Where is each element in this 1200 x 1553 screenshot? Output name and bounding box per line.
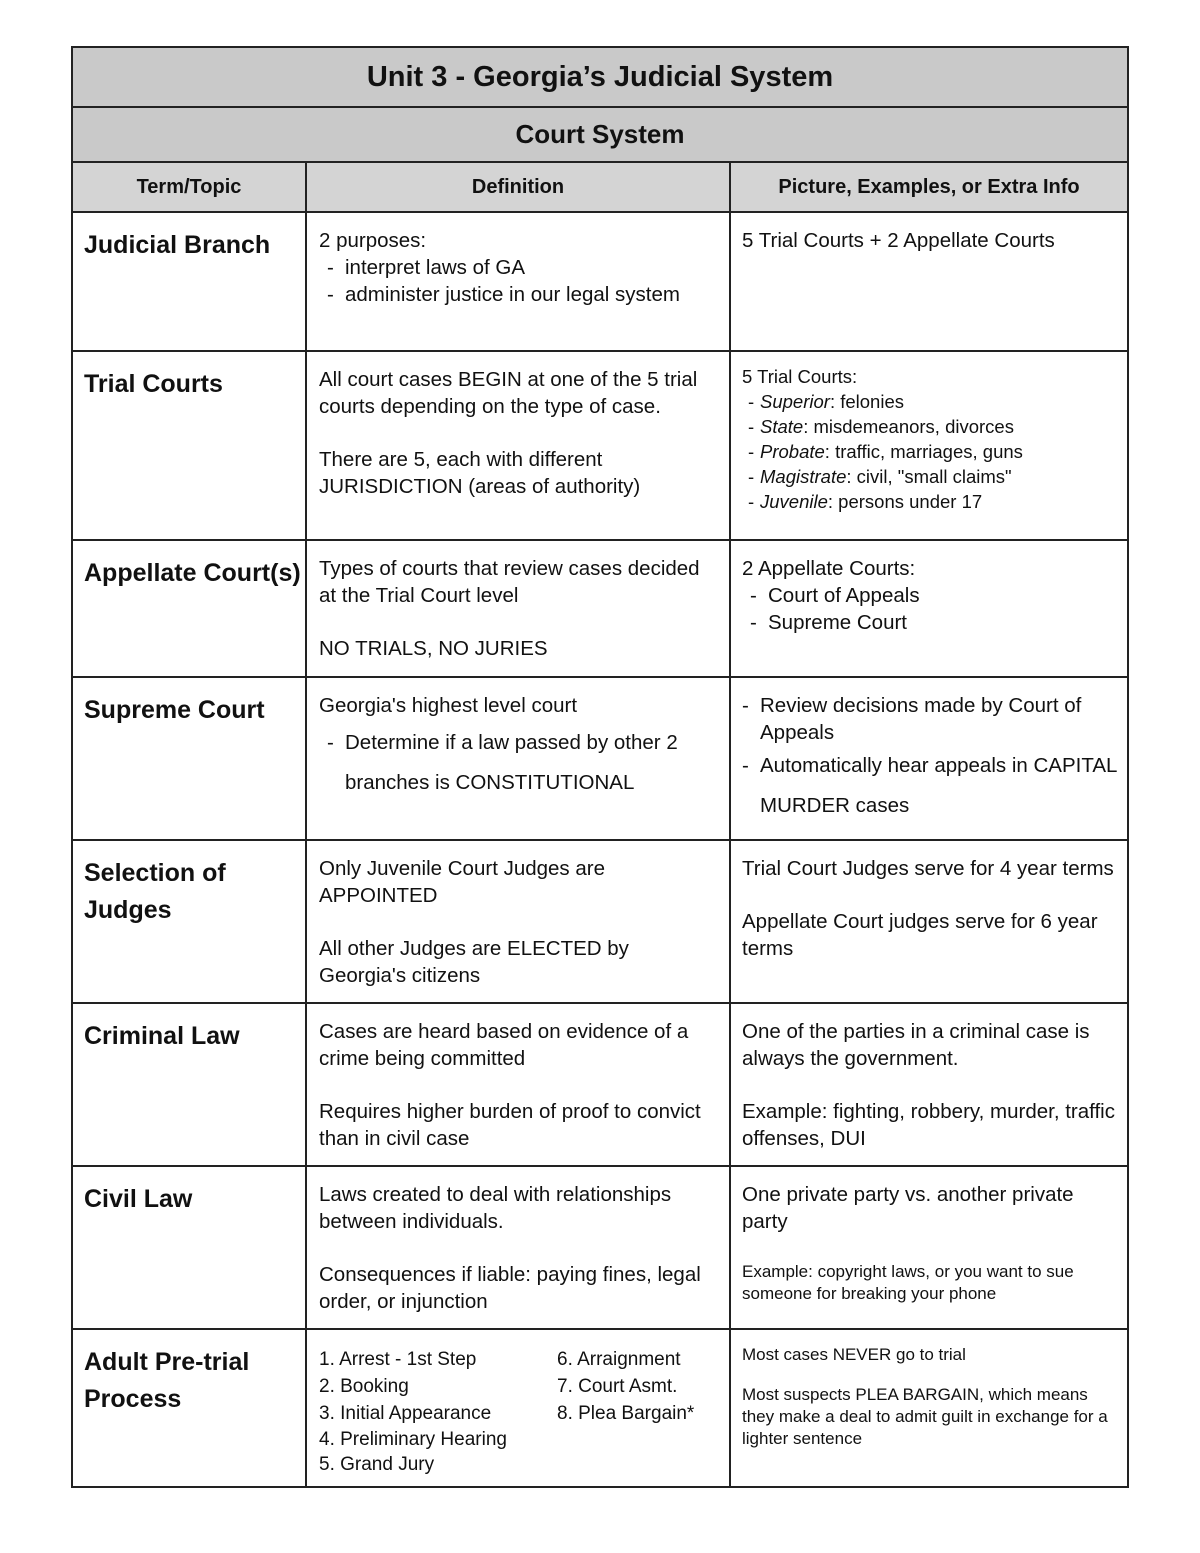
court-desc: : misdemeanors, divorces [803, 416, 1014, 437]
extra-paragraph: Most suspects PLEA BARGAIN, which means they make a deal to admit guilt in exchange for a lighter sentence [742, 1385, 1108, 1448]
definition-list [319, 254, 717, 308]
table-row-trial-courts [73, 352, 1127, 541]
extra-paragraph: Example: fighting, robbery, murder, traffic offenses, DUI [742, 1100, 1115, 1150]
list-item: - Determine if a law passed by other 2 branches is CONSTITUTIONAL [325, 723, 717, 803]
pretrial-steps [319, 1346, 717, 1477]
definition-paragraph: All other Judges are ELECTED by Georgia's citizens [319, 937, 629, 987]
definition-paragraph: Requires higher burden of proof to convict than in civil case [319, 1100, 701, 1150]
extra-paragraph: Most cases NEVER go to trial [742, 1345, 966, 1364]
court-desc: : traffic, marriages, guns [824, 441, 1023, 462]
extra-intro: 5 Trial Courts: [742, 366, 858, 387]
term-label: Adult Pre-trial Process [84, 1348, 250, 1413]
court-desc: : persons under 17 [827, 491, 983, 512]
table-row-judicial-branch [73, 213, 1127, 352]
extra-info: 5 Trial Courts + 2 Appellate Courts [742, 229, 1055, 252]
court-list [742, 389, 1117, 514]
court-name: Magistrate [760, 466, 847, 487]
court-name: Juvenile [760, 491, 828, 512]
extra-list [742, 692, 1117, 826]
extra-paragraph: Appellate Court judges serve for 6 year terms [742, 910, 1098, 960]
definition-paragraph: Cases are heard based on evidence of a crime being committed [319, 1020, 689, 1070]
list-item: 3. Initial Appearance [319, 1403, 492, 1424]
list-item: 7. Court Asmt. [557, 1376, 678, 1397]
term-label: Supreme Court [84, 696, 265, 724]
court-list [742, 582, 1117, 636]
list-item: - interpret laws of GA [325, 254, 717, 281]
table-row-civil-law [73, 1167, 1127, 1330]
definition-paragraph: There are 5, each with different JURISDICTION (areas of authority) [319, 448, 641, 498]
table-row-adult-pretrial [73, 1330, 1127, 1486]
definition-paragraph: All court cases BEGIN at one of the 5 trial courts depending on the type of case. [319, 368, 698, 418]
extra-paragraph: One of the parties in a criminal case is always the government. [742, 1020, 1090, 1070]
term-label: Civil Law [84, 1185, 193, 1213]
definition-paragraph: NO TRIALS, NO JURIES [319, 637, 548, 660]
court-desc: : felonies [829, 391, 904, 412]
list-item: 1. Arrest - 1st Step [319, 1349, 477, 1370]
definition-paragraph: Consequences if liable: paying fines, legal order, or injunction [319, 1263, 701, 1313]
term-label: Judicial Branch [84, 231, 271, 259]
extra-paragraph: Trial Court Judges serve for 4 year terms [742, 857, 1114, 880]
table-row-selection-of-judges [73, 841, 1127, 1004]
list-item: 4. Preliminary Hearing [319, 1429, 507, 1450]
section-title: Court System [73, 108, 1127, 163]
definition-intro: 2 purposes: [319, 229, 427, 252]
court-name: Probate [760, 441, 825, 462]
list-item: - Automatically hear appeals in CAPITAL MURDER cases [742, 746, 1117, 826]
term-label: Trial Courts [84, 370, 223, 398]
list-item: 2. Booking [319, 1376, 409, 1397]
definition-paragraph: Georgia's highest level court [319, 694, 578, 717]
extra-intro: 2 Appellate Courts: [742, 557, 916, 580]
steps-column-right [557, 1346, 694, 1477]
list-item: - Court of Appeals [748, 582, 1117, 609]
column-header-term: Term/Topic [73, 163, 307, 211]
definition-paragraph: Only Juvenile Court Judges are APPOINTED [319, 857, 606, 907]
column-header-extra: Picture, Examples, or Extra Info [778, 176, 1080, 198]
list-item: 5. Grand Jury [319, 1454, 435, 1475]
term-label: Selection of Judges [84, 859, 226, 924]
steps-column-left [319, 1346, 557, 1477]
extra-paragraph: One private party vs. another private party [742, 1183, 1074, 1233]
list-item: - Supreme Court [748, 609, 1117, 636]
definition-paragraph: Laws created to deal with relationships between individuals. [319, 1183, 672, 1233]
court-name: State [760, 416, 804, 437]
definition-paragraph: Types of courts that review cases decided at the Trial Court level [319, 557, 700, 607]
list-item: 6. Arraignment [557, 1349, 681, 1370]
list-item [748, 414, 1117, 439]
list-item: - Review decisions made by Court of Appeals [742, 692, 1117, 746]
court-desc: : civil, "small claims" [846, 466, 1012, 487]
term-label: Criminal Law [84, 1022, 240, 1050]
column-header-definition: Definition [307, 163, 731, 211]
definition-list [319, 723, 717, 803]
table-row-supreme-court [73, 678, 1127, 841]
extra-paragraph: Example: copyright laws, or you want to sue someone for breaking your phone [742, 1262, 1074, 1303]
list-item: 8. Plea Bargain* [557, 1403, 695, 1424]
court-name: Superior [760, 391, 830, 412]
table-row-criminal-law [73, 1004, 1127, 1167]
term-label: Appellate Court(s) [84, 559, 301, 587]
list-item [748, 439, 1117, 464]
list-item [748, 464, 1117, 489]
table-row-appellate-courts [73, 541, 1127, 678]
list-item: - administer justice in our legal system [325, 281, 717, 308]
study-guide-table [71, 46, 1129, 1488]
list-item [748, 389, 1117, 414]
page-title: Unit 3 - Georgia’s Judicial System [73, 48, 1127, 108]
list-item [748, 489, 1117, 514]
column-header-row [73, 163, 1127, 213]
